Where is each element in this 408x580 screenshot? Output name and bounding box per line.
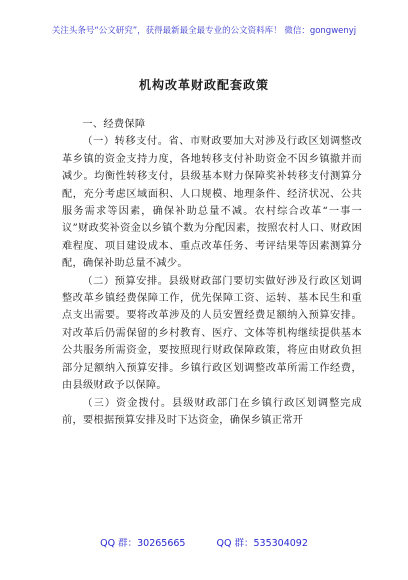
document-title: 机构改革财政配套政策 xyxy=(138,78,269,92)
footer xyxy=(0,535,408,549)
paragraph-budget-arrangement: （二）预算安排。县级财政部门要切实做好涉及行政区划调整改革乡镇经费保障工作，优先保障工资、运转、基本民生和重点支出需要。要将改革涉及的人员安置经费足额纳入预算安排。对改革后仍需保留的乡村教育、医疗、文体等机构继续提供基本公共服务所需资金，要按照现行财政保障政策，将应由财政负担部分足额纳入预算安排。乡镇行政区划调整改革所需工作经费，由县级财政予以保障。 xyxy=(62,275,362,392)
paragraph-fund-allocation: （三）资金拨付。县级财政部门在乡镇行政区划调整完成前，要根据预算安排及时下达资金，确保乡镇正常开 xyxy=(62,397,362,426)
top-banner: 关注头条号“公文研究”，获得最新最全最专业的公文资料库！ 微信：gongwenyj xyxy=(51,26,357,36)
footer-qq-group-2: QQ 群：535304092 xyxy=(216,538,308,549)
section-heading: 一、经费保障 xyxy=(82,119,146,130)
document-body xyxy=(62,116,362,429)
footer-qq-group-1: QQ 群：30265665 xyxy=(100,538,186,549)
paragraph-transfer-payment: （一）转移支付。省、市财政要加大对涉及行政区划调整改革乡镇的资金支持力度，各地转移支付补助资金不因乡镇撤并而减少。均衡性转移支付，县级基本财力保障奖补转移支付测算分配，充分考虑区域面积、人口规模、地理条件、经济状况、公共服务需求等因素，确保补助总量不减。农村综合改革“一事一议”财政奖补资金以乡镇个数为分配因素，按照农村人口、财政困难程度、项目建设成本、重点改革任务、考评结果等因素测算分配，确保补助总量不减少。 xyxy=(62,136,362,270)
